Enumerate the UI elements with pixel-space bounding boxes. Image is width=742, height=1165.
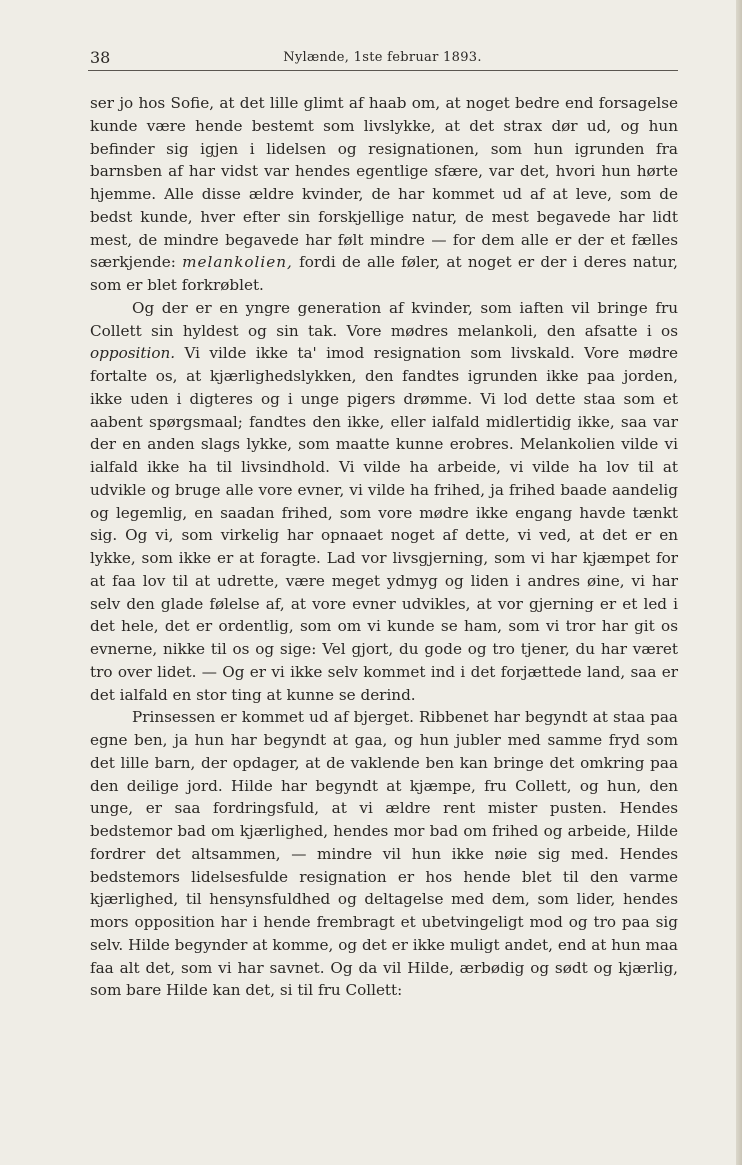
paragraph-1 xyxy=(90,92,678,297)
body-text xyxy=(90,92,678,1002)
header-rule xyxy=(88,70,678,71)
emphasis-melankolien: melankolien, xyxy=(182,253,293,272)
text-run: Og der er en yngre generation af kvinder, som iaften vil bringe fru Collett sin hyldest og sin tak. Vore mødres melankoli, den afsatte i os xyxy=(90,298,678,340)
text-run: Prinsessen er kommet ud af bjerget. Ribbenet har begyndt at staa paa egne ben, ja hun har begyndt at gaa, og hun jubler med samme fryd som det lille barn, der opdager, at de vaklende ben kan bringe det omkring paa den deilige jord. Hilde har begyndt at kjæmpe, fru Collett, og hun, den unge, er saa fordringsfuld, at vi ældre rent mister pusten. Hendes bedstemor bad om kjærlighed, hendes mor bad om frihed og arbeide, Hilde fordrer det altsammen, — mindre vil hun ikke nøie sig med. Hendes bedstemors lidelsesfulde resignation er hos hende blet til den varme kjærlighed, til hensynsfuldhed og deltagelse med dem, som lider, hendes mors opposition har i hende frembragt et ubetvingeligt mod og tro paa sig selv. Hilde begynder at komme, og det er ikke muligt andet, end at hun maa faa alt det, som vi har savnet. Og da vil Hilde, ærbødig og sødt og kjærlig, som bare Hilde kan det, si til fru Collett: xyxy=(90,708,678,1000)
page-number: 38 xyxy=(90,48,111,67)
page-header xyxy=(90,48,675,68)
paragraph-2 xyxy=(90,297,678,707)
emphasis-opposition: opposition. xyxy=(90,344,176,363)
paragraph-3 xyxy=(90,706,678,1002)
page-edge xyxy=(736,0,742,1165)
text-run: ser jo hos Sofie, at det lille glimt af haab om, at noget bedre end forsagelse kunde være hende bestemt som livslykke, at det strax dør ud, og hun befinder sig igjen i lidelsen og resignationen, som hun igrunden fra barnsben af har vidst var hendes egentlige sfære, var det, hvori hun hørte hjemme. Alle disse ældre kvinder, de har kommet ud af at leve, som de bedst kunde, hver efter sin forskjellige natur, de mest begavede har lidt mest, de mindre begavede har følt mindre — for dem alle er der et fælles særkjende: xyxy=(90,94,678,272)
text-run: Vi vilde ikke ta' imod resignation som livskald. Vore mødre fortalte os, at kjærlighedslykken, den fandtes igrunden ikke paa jorden, ikke uden i digteres og i unge pigers drømme. Vi lod dette staa som et aabent spørgsmaal; fandtes den ikke, eller ialfald midlertidig ikke, saa var der en anden slags lykke, som maatte kunne erobres. Melankolien vilde vi ialfald ikke ha til livsindhold. Vi vilde ha arbeide, vi vilde ha lov til at udvikle og bruge alle vore evner, vi vilde ha frihed, ja frihed baade aandelig og legemlig, en saadan frihed, som vore mødre ikke engang havde tænkt sig. Og vi, som virkelig har opnaaet noget af dette, vi ved, at det er en lykke, som ikke er at foragte. Lad vor livsgjerning, som vi har kjæmpet for at faa lov til at udrette, være meget ydmyg og liden i andres øine, vi har selv den glade følelse af, at vore evner udvikles, at vor gjerning er et led i det hele, det er ordentlig, som om vi kunde se ham, som vi tror har git os evnerne, nikke til os og sige: Vel gjort, du gode og tro tjener, du har været tro over lidet. — Og er vi ikke selv kommet ind i det forjættede land, saa er det ialfald en stor ting at kunne se derind. xyxy=(90,344,678,704)
running-head: Nylænde, 1ste februar 1893. xyxy=(283,50,482,65)
text-run: fordi de alle føler, at noget er der i deres natur, som er blet forkrøblet. xyxy=(90,253,678,294)
